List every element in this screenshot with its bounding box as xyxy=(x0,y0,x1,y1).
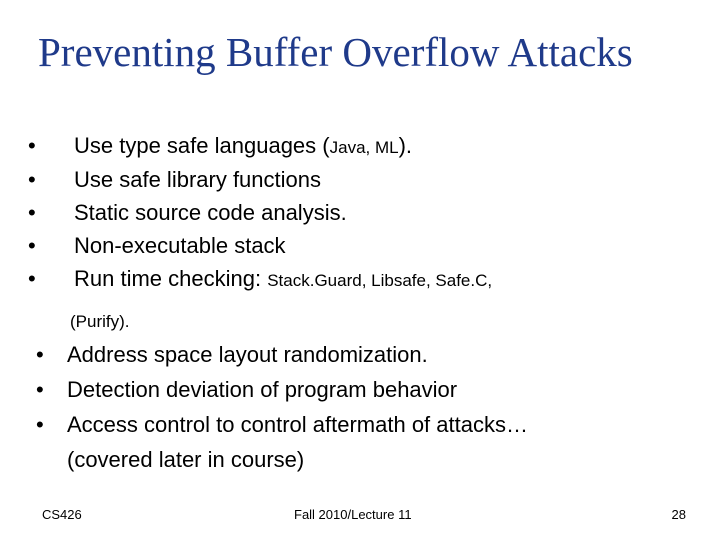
bullet-dot-icon: • xyxy=(36,377,44,402)
bullet-dot-icon: • xyxy=(28,133,36,158)
bullet-dot-icon: • xyxy=(36,412,44,437)
bullet-dot-icon: • xyxy=(36,342,44,367)
bullet-text: Non-executable stack xyxy=(74,233,286,258)
bullet-continuation-text: (Purify). xyxy=(70,312,130,331)
bullet-text: Access control to control aftermath of attacks… xyxy=(67,412,528,437)
footer-page-number: 28 xyxy=(671,507,686,522)
bullet-dot-icon: • xyxy=(28,167,36,192)
bullet-dot-icon: • xyxy=(28,233,36,258)
footer-lecture: Fall 2010/Lecture 11 xyxy=(294,507,412,522)
bullet-continuation-text: (covered later in course) xyxy=(67,447,305,472)
bullet-text: Run time checking: Stack.Guard, Libsafe, Safe.C, xyxy=(74,266,493,291)
bullet-text: Address space layout randomization. xyxy=(67,342,428,367)
bullet-dot-icon: • xyxy=(28,200,36,225)
bullet-text: Use safe library functions xyxy=(74,167,321,192)
footer-course: CS426 xyxy=(42,507,82,522)
bullet-text: Static source code analysis. xyxy=(74,200,347,225)
slide-title: Preventing Buffer Overflow Attacks xyxy=(38,29,633,75)
bullet-text: Use type safe languages (Java, ML). xyxy=(74,133,413,158)
bullet-dot-icon: • xyxy=(28,266,36,291)
bullet-text: Detection deviation of program behavior xyxy=(67,377,458,402)
